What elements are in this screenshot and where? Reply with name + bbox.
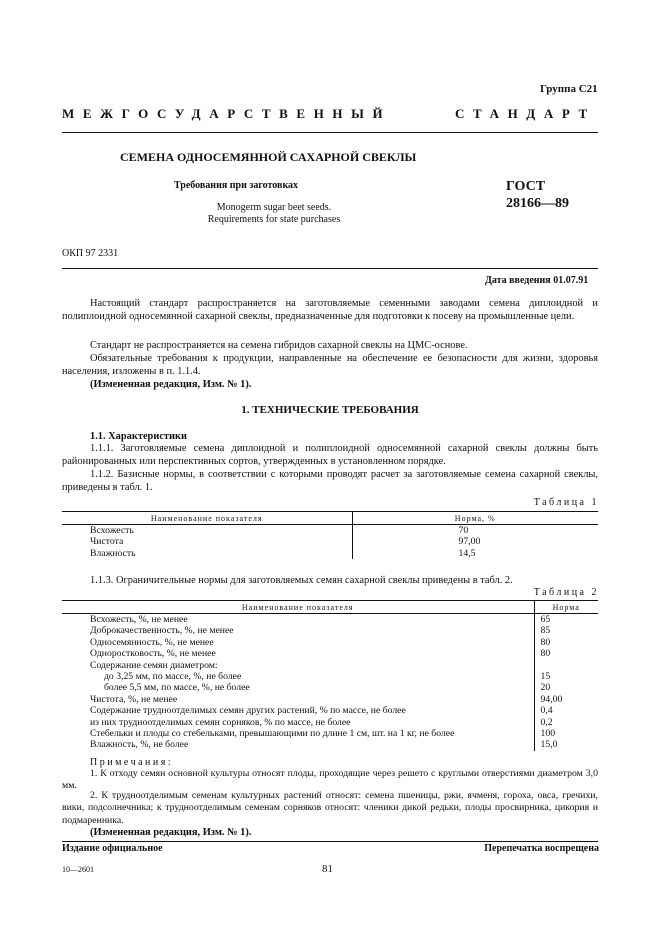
header-interstate: МЕЖГОСУДАРСТВЕННЫЙ [62, 106, 392, 121]
print-code: 10—2601 [62, 865, 94, 874]
table2-row-value [534, 660, 598, 671]
introduction-date: Дата введения 01.07.91 [485, 275, 589, 286]
subsection-title: 1.1. Характеристики [90, 431, 188, 442]
table1-row-name: Всхожесть [90, 525, 134, 536]
table-row [62, 525, 598, 537]
header-rule [62, 132, 598, 133]
document-subtitle: Требования при заготовках [174, 180, 299, 191]
okp-code: ОКП 97 2331 [62, 248, 119, 259]
table2-header-name: Наименование показателя [241, 602, 354, 612]
english-title-line1: Monogerm sugar beet seeds. [216, 202, 332, 213]
preamble-paragraph-2: Стандарт не распространяется на семена гибридов сахарной свеклы на ЦМС-основе. [90, 340, 468, 351]
table2-row-value: 15 [534, 671, 598, 682]
table2-row-value: 80 [534, 637, 598, 648]
table2-header-value: Норма [534, 601, 598, 614]
paragraph-1-1-1: 1.1.1. Заготовляемые семена диплоидной и полиплоидной односемянной сахарной свеклы должны быть районированных или перспективных сортов, утвержденных в установленном порядке. [62, 443, 598, 467]
table-row [62, 660, 598, 671]
preamble-paragraph-3: Обязательные требования к продукции, направленные на обеспечение ее безопасности для жизни, здоровья населения, изложены в п. 1.1.4. [62, 353, 598, 377]
table-row [62, 648, 598, 659]
preamble-paragraph-1: Настоящий стандарт распространяется на заготовляемые семенными заводами семена диплоидной и полиплоидной односемянной сахарной свеклы, предназначенные для подготовки к посеву на промышленные цели. [62, 298, 598, 322]
table-row [62, 728, 598, 739]
english-title [194, 202, 354, 226]
group-label: Группа С21 [540, 83, 598, 95]
section-title: 1. ТЕХНИЧЕСКИЕ ТРЕБОВАНИЯ [241, 404, 419, 416]
paragraph-1-1-3: 1.1.3. Ограничительные нормы для заготовляемых семян сахарной свеклы приведены в табл. 2. [90, 575, 513, 586]
table2-row-name: Чистота, %, не менее [90, 693, 178, 705]
table1-row-value: 70 [352, 525, 598, 537]
gost-label: ГОСТ [506, 179, 546, 194]
table2-row-value: 0,4 [534, 705, 598, 716]
table-row [62, 625, 598, 636]
table2-caption: Таблица 2 [533, 587, 599, 598]
table-row [62, 705, 598, 716]
table2-row-name: до 3,25 мм, по массе, %, не более [104, 671, 242, 683]
table2-row-name: Содержание трудноотделимых семян других растений, % по массе, не более [90, 705, 406, 717]
table2-row-name: Односемянность, %, не менее [90, 636, 214, 648]
table1-row-value: 97,00 [352, 536, 598, 547]
table2-row-value: 94,00 [534, 694, 598, 705]
table2 [62, 601, 598, 751]
table-row [62, 536, 598, 547]
table2-row-name: из них трудноотделимых семян сорняков, % по массе, не более [90, 716, 351, 728]
table2-row-name: Стебельки и плоды со стебельками, превышающими по длине 1 см, шт. на 1 кг, не более [90, 728, 455, 740]
table-row [62, 614, 598, 626]
table2-row-name: Влажность, %, не более [90, 739, 189, 751]
table2-row-value: 100 [534, 728, 598, 739]
table-row [62, 637, 598, 648]
table-row [62, 671, 598, 682]
paragraph-1-1-2: 1.1.2. Базисные нормы, в соответствии с которыми проводят расчет за заготовляемые семена сахарной свеклы, приведены в табл. 1. [62, 469, 598, 493]
table2-row-name: Одноростковость, %, не менее [90, 648, 216, 660]
reprint-prohibited-label: Перепечатка воспрещена [484, 843, 599, 854]
table-row [62, 717, 598, 728]
table2-row-name: более 5,5 мм, по массе, %, не более [104, 682, 250, 694]
table-row [62, 682, 598, 693]
table1-header-value: Норма, % [352, 512, 598, 525]
table1-row-name: Влажность [90, 547, 136, 559]
table2-row-value: 15,0 [534, 739, 598, 750]
page-number: 81 [322, 863, 333, 875]
gost-designation [506, 178, 606, 212]
table1 [62, 512, 598, 559]
table1-header-row [62, 512, 598, 525]
table2-row-name: Содержание семян диаметром: [90, 659, 218, 671]
okp-rule [62, 268, 598, 269]
notes-heading: Примечания: [90, 757, 174, 768]
header-standard: СТАНДАРТ [455, 106, 596, 121]
table2-row-value: 85 [534, 625, 598, 636]
note-1: 1. К отходу семян основной культуры относят плоды, проходящие через решето с круглыми отверстиями диаметром 3,0 мм. [62, 768, 598, 792]
english-title-line2: Requirements for state purchases [207, 214, 341, 225]
table2-header-row [62, 601, 598, 614]
notes-edit-note: (Измененная редакция, Изм. № 1). [90, 827, 252, 838]
table2-row-value: 20 [534, 682, 598, 693]
table1-caption: Таблица 1 [533, 497, 599, 508]
table-row [62, 694, 598, 705]
footer-rule [62, 841, 598, 842]
table1-header-name: Наименование показателя [150, 513, 263, 523]
table2-row-value: 0,2 [534, 717, 598, 728]
table-row [62, 548, 598, 559]
note-2: 2. К трудноотделимым семенам культурных растений относят: семена пшеницы, ржи, ячменя, гороха, овса, гречихи, вики, подсолнечника; к трудноотделимым семенам сорняков относят: членики дикой редьки, плоды просвирника, цикория и подмаренника. [62, 790, 598, 826]
table2-row-value: 80 [534, 648, 598, 659]
gost-number: 28166—89 [506, 196, 569, 211]
preamble-edit-note: (Измененная редакция, Изм. № 1). [90, 379, 252, 390]
official-edition-label: Издание официальное [62, 843, 163, 854]
table1-row-name: Чистота [90, 536, 124, 548]
table-row [62, 739, 598, 750]
table2-row-value: 65 [534, 614, 598, 626]
document-title: СЕМЕНА ОДНОСЕМЯННОЙ САХАРНОЙ СВЕКЛЫ [120, 150, 417, 164]
table2-row-name: Доброкачественность, %, не менее [90, 625, 234, 637]
table1-row-value: 14,5 [352, 548, 598, 559]
table2-row-name: Всхожесть, %, не менее [90, 614, 188, 625]
